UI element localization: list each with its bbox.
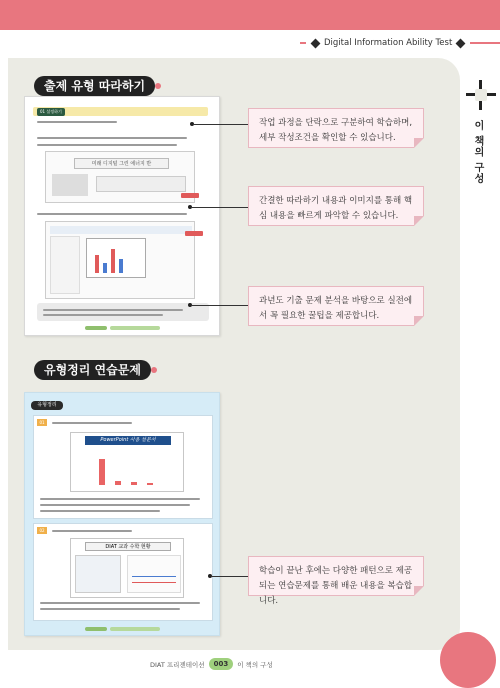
mini-chart-2: DIAT 교과 수학 현황 — [70, 538, 184, 598]
note-images: 간결한 따라하기 내용과 이미지를 통해 핵심 내용을 빠르게 파악할 수 있습니다. — [248, 186, 424, 226]
sidebar-label: 이 책의 구성 — [472, 120, 483, 184]
sample-page-practice — [24, 96, 220, 336]
section-title-practice: 출제 유형 따라하기 — [34, 76, 155, 96]
footer-book-title: DIAT 프리젠테이션 — [150, 660, 205, 669]
connector-line — [191, 305, 248, 306]
exercise-card-2: 02 DIAT 교과 수학 현황 — [33, 523, 213, 621]
connector-line — [191, 207, 248, 208]
mini-chart-1: PowerPoint 사용 설문서 — [70, 432, 184, 492]
mini-screenshot-1 — [45, 151, 195, 203]
note-tips: 과년도 기출 문제 분석을 바탕으로 실전에서 꼭 필요한 꿀팁을 제공합니다. — [248, 286, 424, 326]
header-title-text: Digital Information Ability Test — [324, 38, 453, 48]
footer-section: 이 책의 구성 — [237, 660, 273, 669]
mini-pill: 01 설정하기 — [37, 108, 65, 116]
exercise-card-1: 01 PowerPoint 사용 설문서 — [33, 415, 213, 519]
page-number: 003 — [209, 658, 234, 670]
connector-line — [211, 576, 248, 577]
section-title-exercise: 유형정리 연습문제 — [34, 360, 151, 380]
diamond-icon — [456, 38, 466, 48]
diamond-icon — [311, 38, 321, 48]
note-exercise: 학습이 끝난 후에는 다양한 패턴으로 제공되는 연습문제를 통해 배운 내용을 복습합니다. — [248, 556, 424, 596]
page-footer — [150, 658, 273, 670]
header-title — [306, 36, 470, 50]
mini-screenshot-2 — [45, 221, 195, 299]
crosshair-icon — [466, 80, 496, 110]
exercise-badge: 유형정리 — [31, 401, 63, 410]
sample-page-exercise — [24, 392, 220, 636]
footer-decoration — [440, 632, 496, 688]
top-bar — [0, 0, 500, 30]
note-steps: 작업 과정을 단락으로 구분하여 학습하며, 세부 작성조건을 확인할 수 있습니다. — [248, 108, 424, 148]
connector-line — [193, 124, 248, 125]
mini-header — [33, 107, 208, 116]
mini-tip-box — [37, 303, 209, 321]
mini-slide-title: 미래 디지털 그린 에너지 반 — [74, 158, 169, 169]
